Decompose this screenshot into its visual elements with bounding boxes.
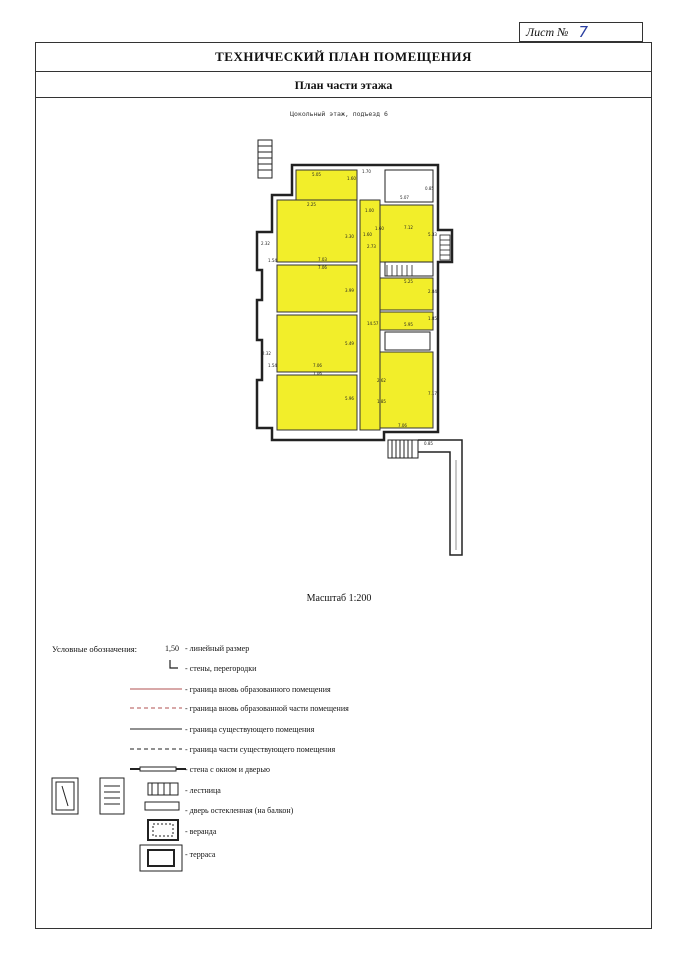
floor-caption: Цокольный этаж, подъезд 6 xyxy=(290,110,388,118)
legend-item-label: - стены, перегородки xyxy=(185,664,257,673)
dimension-label: 2.84 xyxy=(428,289,437,294)
dimension-label: 7.06 xyxy=(313,363,322,368)
dimension-label: 0.85 xyxy=(425,186,434,191)
dimension-label: 7.06 xyxy=(318,265,327,270)
dimension-label: 3.99 xyxy=(345,288,354,293)
dimension-label: 5.95 xyxy=(404,322,413,327)
legend-item-label: - стена с окном и дверью xyxy=(185,765,270,774)
dimension-label: 1.85 xyxy=(428,316,437,321)
legend-item-label: - лестница xyxy=(185,786,221,795)
legend-item-label: - линейный размер xyxy=(185,644,250,653)
legend-item-label: - граница существующего помещения xyxy=(185,725,315,734)
sheet-label: Лист № xyxy=(526,24,569,39)
dimension-label: 1.00 xyxy=(365,208,374,213)
dimension-label: 7.03 xyxy=(318,257,327,262)
dimension-label: 2.32 xyxy=(261,241,270,246)
dimension-label: 5.05 xyxy=(312,172,321,177)
dimension-label: 5.25 xyxy=(404,279,413,284)
dimension-label: 5.96 xyxy=(345,396,354,401)
legend-title: Условные обозначения: xyxy=(52,644,138,654)
dimension-label: 7.06 xyxy=(398,423,407,428)
dimension-label: 1.60 xyxy=(375,226,384,231)
dimension-label: 3.30 xyxy=(345,234,354,239)
dimension-label: 1.54 xyxy=(268,363,277,368)
dimension-label: 2.25 xyxy=(307,202,316,207)
dimension-label: 1.85 xyxy=(377,399,386,404)
dimension-label: 7.17 xyxy=(428,391,437,396)
dimension-label: 2.62 xyxy=(377,378,386,383)
legend-item-label: - граница части существующего помещения xyxy=(185,745,336,754)
dimension-label: 0.85 xyxy=(424,441,433,446)
legend-item-label: - дверь остекленная (на балкон) xyxy=(185,806,294,815)
legend-item-label: - граница вновь образованного помещения xyxy=(185,685,331,694)
dimension-label: 1.60 xyxy=(363,232,372,237)
legend-item-label: - граница вновь образованной части помещения xyxy=(185,704,349,713)
dimension-label: 5.49 xyxy=(345,341,354,346)
legend-sample-value: 1,50 xyxy=(165,644,179,653)
dimension-label: 2.32 xyxy=(262,351,271,356)
document-subtitle: План части этажа xyxy=(35,72,652,98)
dimension-label: 7.06 xyxy=(313,371,322,376)
dimension-label: 2.73 xyxy=(367,244,376,249)
dimension-label: 7.12 xyxy=(404,225,413,230)
legend-item-label: - веранда xyxy=(185,827,217,836)
dimension-label: 1.70 xyxy=(362,169,371,174)
document-title: ТЕХНИЧЕСКИЙ ПЛАН ПОМЕЩЕНИЯ xyxy=(35,42,652,72)
dimension-label: 14.57 xyxy=(367,321,379,326)
legend-item-label: - терраса xyxy=(185,850,216,859)
dimension-label: 1.54 xyxy=(268,258,277,263)
dimension-label: 1.60 xyxy=(347,176,356,181)
scale-label: Масштаб 1:200 xyxy=(306,593,372,604)
sheet-number: 7 xyxy=(578,23,588,41)
dimension-label: 5.33 xyxy=(428,232,437,237)
dimension-label: 5.07 xyxy=(400,195,409,200)
